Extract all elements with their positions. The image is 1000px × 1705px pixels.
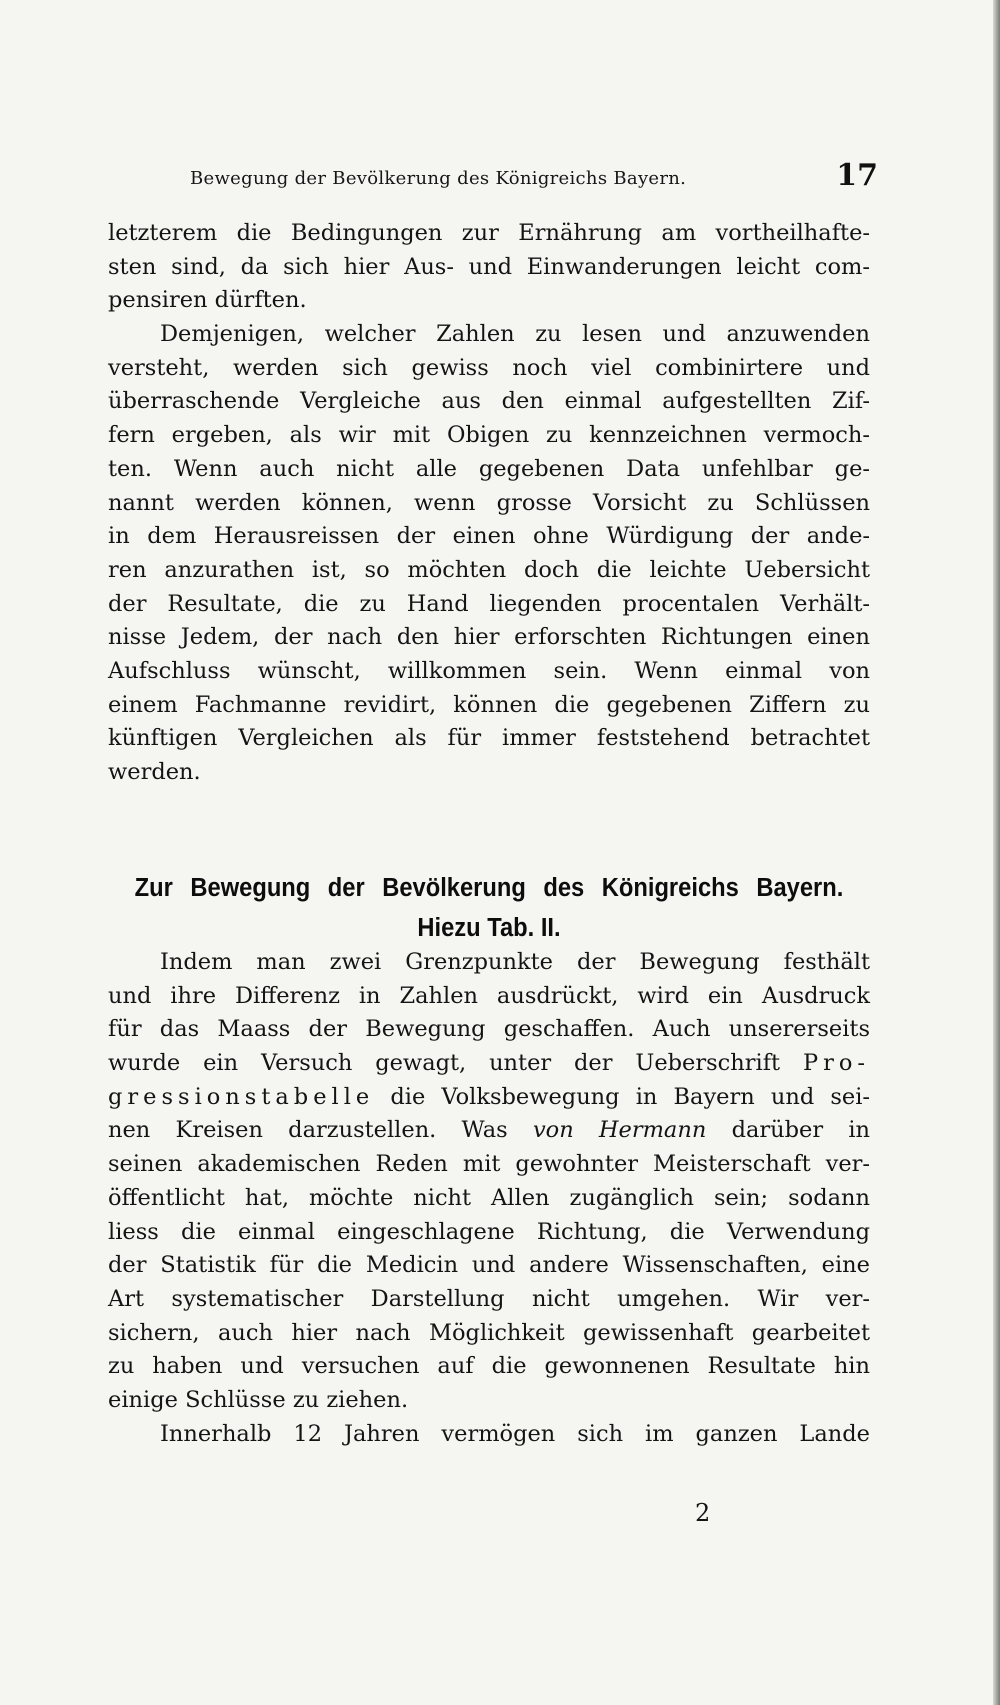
section-heading-title: Zur Bewegung der Bevölkerung des Königreichs Bayern. — [134, 874, 844, 902]
text-block-upper — [108, 217, 870, 790]
running-head — [108, 158, 878, 198]
author-name-italic: von Hermann — [532, 1117, 707, 1144]
signature-mark: 2 — [695, 1499, 711, 1527]
paragraph-4 — [108, 1418, 870, 1452]
text-line: liess die einmal eingeschlagene Richtung, die Verwendung — [108, 1218, 870, 1245]
text-line: überraschende Vergleiche aus den einmal aufgestellten Zif- — [108, 388, 870, 415]
text-line: in dem Herausreissen der einen ohne Würdigung der ande- — [108, 523, 870, 550]
text-line: und ihre Differenz in Zahlen ausdrückt, wird ein Ausdruck — [108, 982, 870, 1009]
text-line: sichern, auch hier nach Möglichkeit gewissenhaft gearbeitet — [108, 1319, 870, 1346]
spaced-term: gressionstabelle — [108, 1083, 375, 1110]
text-line: einem Fachmanne revidirt, können die gegebenen Ziffern zu — [108, 691, 870, 718]
text-line: nisse Jedem, der nach den hier erforschten Richtungen einen — [108, 624, 870, 651]
text-line: nannt werden können, wenn grosse Vorsicht zu Schlüssen — [108, 489, 870, 516]
paragraph-1 — [108, 217, 870, 318]
text-line: künftigen Vergleichen als für immer feststehend betrachtet — [108, 725, 870, 752]
text-segment: darüber in — [731, 1117, 871, 1144]
section-heading-subtitle: Hiezu Tab. II. — [417, 914, 561, 942]
text-line: öffentlicht hat, möchte nicht Allen zugänglich sein; sodann — [108, 1184, 870, 1211]
text-line — [108, 1114, 870, 1148]
paragraph-2 — [108, 318, 870, 790]
text-block-lower — [108, 946, 870, 1451]
text-line: pensiren dürften. — [108, 287, 307, 314]
spaced-term: Pro- — [802, 1050, 871, 1077]
page-edge-shadow — [993, 0, 1000, 1705]
section-heading — [108, 868, 870, 948]
running-title: Bewegung der Bevölkerung des Königreichs Bayern. — [190, 168, 687, 189]
text-line: Indem man zwei Grenzpunkte der Bewegung festhält — [160, 949, 870, 975]
text-line: seinen akademischen Reden mit gewohnter Meisterschaft ver- — [108, 1151, 870, 1178]
text-line: Aufschluss wünscht, willkommen sein. Wenn einmal von — [108, 657, 870, 684]
text-line: Demjenigen, welcher Zahlen zu lesen und anzuwenden — [160, 321, 870, 348]
text-line: fern ergeben, als wir mit Obigen zu kennzeichnen vermoch- — [108, 422, 870, 449]
text-line: zu haben und versuchen auf die gewonnenen Resultate hin — [108, 1353, 870, 1380]
text-line: letzterem die Bedingungen zur Ernährung am vortheilhafte- — [108, 220, 870, 246]
paragraph-3 — [108, 946, 870, 1418]
text-line: werden. — [108, 759, 201, 785]
text-line: ten. Wenn auch nicht alle gegebenen Data unfehlbar ge- — [108, 455, 870, 482]
text-line: sten sind, da sich hier Aus- und Einwanderungen leicht com- — [108, 253, 870, 280]
text-line: ren anzurathen ist, so möchten doch die leichte Uebersicht — [108, 556, 870, 583]
text-line — [108, 1047, 870, 1081]
text-line: versteht, werden sich gewiss noch viel combinirtere und — [108, 354, 870, 381]
text-line: einige Schlüsse zu ziehen. — [108, 1386, 409, 1413]
text-segment: nen Kreisen darzustellen. Was — [108, 1117, 508, 1144]
text-line — [108, 1081, 870, 1115]
text-line: für das Maass der Bewegung geschaffen. Auch unsererseits — [108, 1016, 870, 1043]
text-line: der Resultate, die zu Hand liegenden procentalen Verhält- — [108, 590, 870, 617]
text-line: Innerhalb 12 Jahren vermögen sich im ganzen Lande — [160, 1420, 870, 1447]
text-segment: wurde ein Versuch gewagt, unter der Ueberschrift — [108, 1050, 781, 1077]
text-segment: die Volksbewegung in Bayern und sei- — [390, 1083, 870, 1110]
text-line: der Statistik für die Medicin und andere Wissenschaften, eine — [108, 1252, 870, 1279]
page-number: 17 — [836, 158, 878, 193]
text-line: Art systematischer Darstellung nicht umgehen. Wir ver- — [108, 1285, 870, 1312]
